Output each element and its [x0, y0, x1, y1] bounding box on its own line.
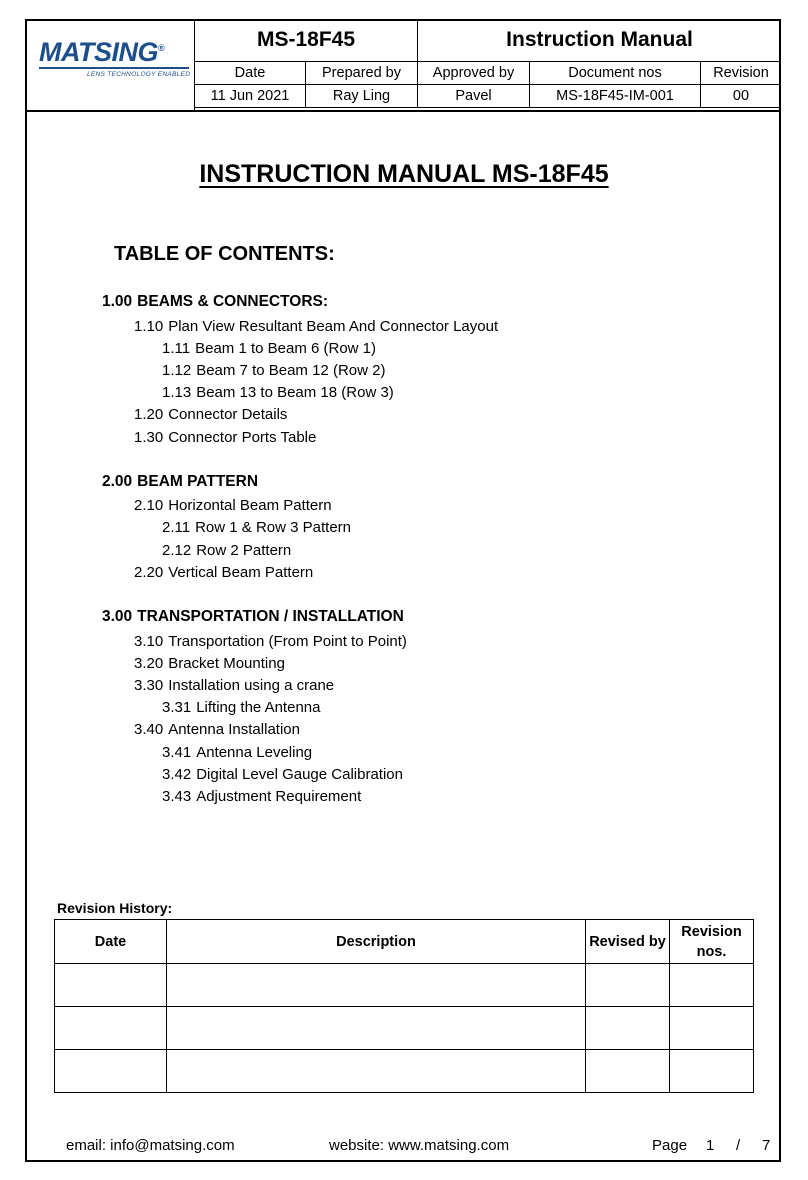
- toc-section-number: 1.00: [102, 293, 133, 310]
- logo-underline: [39, 67, 189, 69]
- toc-item-label: Horizontal Beam Pattern: [168, 497, 332, 515]
- toc-item: [134, 406, 287, 423]
- toc-item-label: Adjustment Requirement: [196, 787, 362, 805]
- toc-item-label: Antenna Installation: [168, 721, 300, 739]
- header-val-approved: Pavel: [418, 85, 530, 108]
- toc-item-label: Connector Ports Table: [168, 428, 317, 446]
- toc-item: [162, 788, 361, 805]
- footer-page-total: 7: [762, 1137, 771, 1154]
- toc-item-number: 2.12: [162, 541, 192, 559]
- header-col-revision: Revision: [701, 62, 782, 85]
- toc-item: [162, 744, 312, 761]
- table-row: [55, 1050, 754, 1093]
- toc-item-label: Connector Details: [168, 406, 288, 424]
- rev-cell: [55, 964, 167, 1007]
- header-doc-type: Instruction Manual: [418, 19, 782, 62]
- toc-item: [134, 721, 300, 738]
- footer-page-current: 1: [706, 1137, 715, 1154]
- toc-item-number: 1.30: [134, 428, 164, 446]
- toc-item-label: Beam 13 to Beam 18 (Row 3): [196, 384, 394, 402]
- toc-item-label: Bracket Mounting: [168, 654, 285, 672]
- rev-cell: [167, 964, 586, 1007]
- toc-item-number: 3.40: [134, 721, 164, 739]
- header-col-prepared: Prepared by: [306, 62, 418, 85]
- table-row: [55, 964, 754, 1007]
- document-header-table: [195, 19, 781, 108]
- toc-item: [134, 633, 407, 650]
- toc-section: [102, 473, 258, 491]
- header-val-prepared: Ray Ling: [306, 85, 418, 108]
- header-col-date: Date: [195, 62, 306, 85]
- header-model: MS-18F45: [195, 19, 418, 62]
- toc-item: [162, 362, 385, 379]
- toc-item-number: 2.20: [134, 563, 164, 581]
- rev-col-date: Date: [55, 920, 167, 964]
- toc-item-number: 3.43: [162, 787, 192, 805]
- toc-item-label: Digital Level Gauge Calibration: [196, 765, 403, 783]
- header-val-date: 11 Jun 2021: [195, 85, 306, 108]
- toc-item: [134, 677, 334, 694]
- logo-tagline: LENS TECHNOLOGY ENABLED: [87, 71, 191, 78]
- toc-section: [102, 608, 404, 626]
- toc-item: [134, 429, 316, 446]
- table-row: [55, 1007, 754, 1050]
- toc-item-number: 1.11: [162, 339, 191, 357]
- footer-page-sep: /: [736, 1137, 741, 1154]
- toc-item: [162, 340, 376, 357]
- toc-item-number: 1.12: [162, 361, 192, 379]
- logo-wordmark: MATSING®: [39, 37, 165, 67]
- toc-item-label: Vertical Beam Pattern: [168, 563, 314, 581]
- rev-col-description: Description: [167, 920, 586, 964]
- header-divider: [25, 110, 781, 112]
- rev-cell: [167, 1050, 586, 1093]
- toc-section-label: BEAMS & CONNECTORS:: [137, 293, 329, 310]
- toc-section: [102, 293, 328, 311]
- toc-item-number: 3.10: [134, 632, 164, 650]
- rev-cell: [586, 1050, 670, 1093]
- toc-item-number: 1.20: [134, 406, 164, 424]
- rev-cell: [55, 1007, 167, 1050]
- toc-item-number: 2.10: [134, 497, 164, 515]
- toc-item-number: 3.41: [162, 743, 192, 761]
- rev-cell: [586, 964, 670, 1007]
- header-col-docnos: Document nos: [530, 62, 701, 85]
- rev-cell: [670, 1050, 754, 1093]
- header-col-approved: Approved by: [418, 62, 530, 85]
- rev-cell: [167, 1007, 586, 1050]
- revision-history-table: [54, 919, 754, 1093]
- toc-item-number: 3.30: [134, 676, 164, 694]
- rev-cell: [670, 964, 754, 1007]
- toc-item: [134, 318, 498, 335]
- toc-item-label: Installation using a crane: [168, 676, 335, 694]
- toc-section-label: TRANSPORTATION / INSTALLATION: [137, 608, 404, 625]
- toc-item: [134, 564, 313, 581]
- rev-cell: [586, 1007, 670, 1050]
- toc-item-number: 1.13: [162, 384, 192, 402]
- footer-website: website: www.matsing.com: [329, 1137, 510, 1154]
- toc-item-label: Plan View Resultant Beam And Connector Layout: [168, 317, 499, 335]
- rev-col-revised-by: Revised by: [586, 920, 670, 964]
- toc-item-label: Row 2 Pattern: [196, 541, 292, 559]
- toc-item-number: 3.42: [162, 765, 192, 783]
- toc-item-label: Row 1 & Row 3 Pattern: [195, 519, 351, 537]
- toc-item-label: Antenna Leveling: [196, 743, 313, 761]
- toc-item-label: Beam 7 to Beam 12 (Row 2): [196, 361, 386, 379]
- header-val-revision: 00: [701, 85, 782, 108]
- toc-item-label: Lifting the Antenna: [196, 699, 321, 717]
- rev-col-revision-nos: Revision nos.: [670, 920, 754, 964]
- toc-item: [162, 766, 403, 783]
- toc-item: [134, 497, 332, 514]
- toc-item: [162, 519, 351, 536]
- footer-email: email: info@matsing.com: [66, 1137, 235, 1154]
- document-title: INSTRUCTION MANUAL MS-18F45: [199, 160, 609, 188]
- toc-item: [134, 655, 285, 672]
- toc-item-number: 1.10: [134, 317, 164, 335]
- toc-section-number: 2.00: [102, 472, 133, 490]
- toc-item-label: Transportation (From Point to Point): [168, 632, 407, 650]
- toc-item-number: 3.20: [134, 654, 164, 672]
- toc-item: [162, 384, 394, 401]
- toc-item-number: 3.31: [162, 699, 192, 717]
- toc-item-label: Beam 1 to Beam 6 (Row 1): [195, 339, 377, 357]
- toc-section-label: BEAM PATTERN: [137, 472, 259, 490]
- toc-section-number: 3.00: [102, 608, 133, 625]
- toc-item: [162, 542, 291, 559]
- header-val-docnos: MS-18F45-IM-001: [530, 85, 701, 108]
- revision-history-label: Revision History:: [57, 900, 173, 916]
- toc-item-number: 2.11: [162, 519, 191, 537]
- footer-page-label: Page: [652, 1137, 688, 1154]
- rev-cell: [55, 1050, 167, 1093]
- toc-heading: TABLE OF CONTENTS:: [114, 243, 335, 265]
- company-logo: [25, 19, 195, 112]
- toc-item: [162, 699, 320, 716]
- rev-cell: [670, 1007, 754, 1050]
